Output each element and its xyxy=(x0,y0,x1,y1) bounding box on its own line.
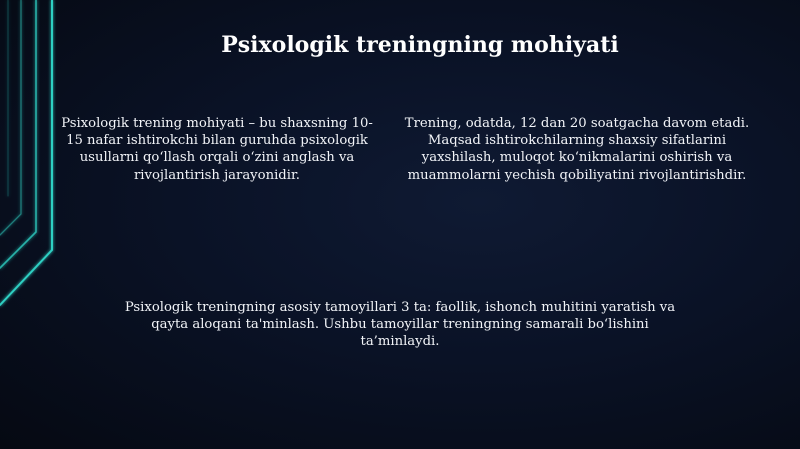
right-paragraph: Trening, odatda, 12 dan 20 soatgacha davom etadi. Maqsad ishtirokchilarning shaxsiy sifatlarini yaxshilash, muloqot ko‘nikmalarini oshirish va muammolarni yechish qobiliyatini rivojlantirishdir. xyxy=(404,116,750,183)
bottom-paragraph: Psixologik treningning asosiy tamoyillari 3 ta: faollik, ishonch muhitini yaratish va qayta aloqani ta'minlash. Ushbu tamoyillar treningning samarali bo‘lishini ta’minlaydi. xyxy=(124,300,676,350)
glow-line-2 xyxy=(0,0,36,268)
slide-title: Psixologik treningning mohiyati xyxy=(221,32,619,58)
left-paragraph: Psixologik trening mohiyati – bu shaxsning 10-15 nafar ishtirokchi bilan guruhda psixologik usullarni qo‘llash orqali o‘zini anglash va rivojlantirish jarayonidir. xyxy=(61,116,373,183)
glow-line-3 xyxy=(0,0,21,235)
